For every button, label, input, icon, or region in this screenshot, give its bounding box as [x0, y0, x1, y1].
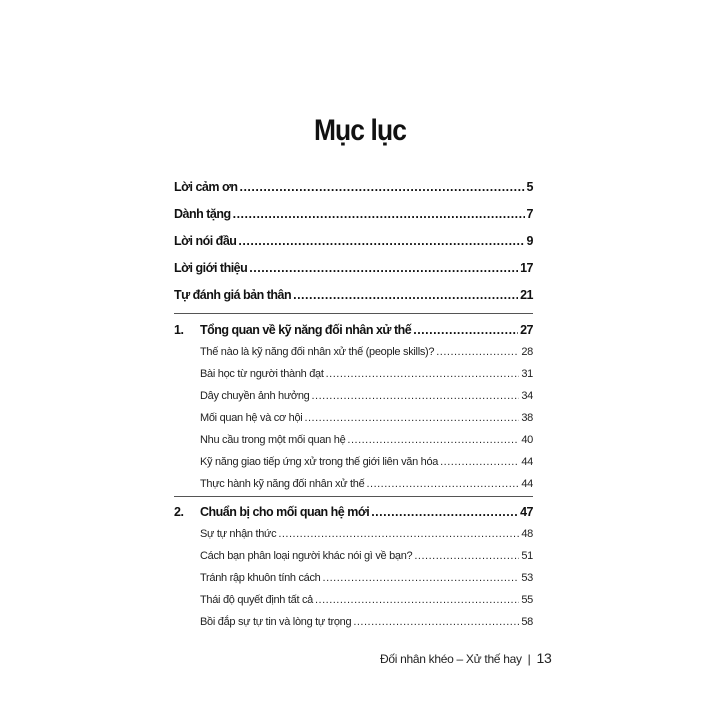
dot-leader: [326, 368, 520, 380]
section-entry: [200, 346, 533, 358]
page-title: Mục lục: [313, 114, 407, 147]
dot-leader: [239, 180, 524, 194]
section-label: Kỹ năng giao tiếp ứng xử trong thế giới liên văn hóa: [200, 456, 439, 468]
toc-entry-label: Tự đánh giá bản thân: [174, 288, 292, 302]
section-entry: [200, 368, 533, 380]
section-label: Sự tự nhận thức: [200, 528, 277, 540]
section-label: Bài học từ người thành đạt: [200, 368, 324, 380]
section-divider: [174, 313, 533, 314]
toc-entry-label: Lời giới thiệu: [174, 261, 248, 275]
dot-leader: [315, 594, 519, 606]
dot-leader: [311, 390, 519, 402]
section-page: 55: [521, 594, 533, 606]
section-entry: [200, 434, 533, 446]
chapter-page: 47: [520, 505, 533, 519]
toc-entry: [174, 234, 533, 248]
page-footer: [380, 650, 551, 666]
section-page: 38: [521, 412, 533, 424]
section-label: Dây chuyền ảnh hưởng: [200, 390, 310, 402]
dot-leader: [323, 572, 520, 584]
section-page: 34: [521, 390, 533, 402]
section-divider: [174, 496, 533, 497]
footer-separator: |: [527, 652, 531, 666]
section-label: Mối quan hệ và cơ hội: [200, 412, 303, 424]
section-label: Thực hành kỹ năng đối nhân xử thế: [200, 478, 365, 490]
chapter-heading: [174, 323, 533, 337]
dot-leader: [278, 528, 519, 540]
section-label: Thái độ quyết định tất cả: [200, 594, 313, 606]
dot-leader: [414, 550, 519, 562]
dot-leader: [413, 323, 518, 337]
dot-leader: [436, 346, 519, 358]
dot-leader: [293, 288, 518, 302]
toc-entry-page: 9: [526, 234, 533, 248]
section-page: 51: [521, 550, 533, 562]
toc-entry: [174, 180, 533, 194]
toc-entry-label: Lời cảm ơn: [174, 180, 238, 194]
dot-leader: [238, 234, 524, 248]
toc-entry-page: 21: [520, 288, 533, 302]
page-number: 13: [536, 650, 552, 666]
section-label: Cách bạn phân loại người khác nói gì về bạn?: [200, 550, 413, 562]
dot-leader: [366, 478, 519, 490]
chapter-page: 27: [520, 323, 533, 337]
toc-entry-label: Lời nói đầu: [174, 234, 237, 248]
dot-leader: [249, 261, 518, 275]
chapter-number: 1.: [174, 323, 184, 337]
dot-leader: [440, 456, 519, 468]
section-entry: [200, 594, 533, 606]
section-page: 40: [521, 434, 533, 446]
toc-entry: [174, 207, 533, 221]
chapter-number: 2.: [174, 505, 184, 519]
section-entry: [200, 412, 533, 424]
chapter-title: Chuẩn bị cho mối quan hệ mới: [200, 505, 370, 519]
toc-entry: [174, 288, 533, 302]
dot-leader: [371, 505, 518, 519]
section-page: 31: [521, 368, 533, 380]
dot-leader: [304, 412, 519, 424]
section-entry: [200, 390, 533, 402]
chapter-heading: [174, 505, 533, 519]
section-entry: [200, 550, 533, 562]
section-entry: [200, 572, 533, 584]
section-page: 58: [521, 616, 533, 628]
toc-entry: [174, 261, 533, 275]
dot-leader: [233, 207, 525, 221]
section-entry: [200, 478, 533, 490]
section-entry: [200, 528, 533, 540]
dot-leader: [347, 434, 519, 446]
section-page: 44: [521, 456, 533, 468]
toc-entry-page: 7: [526, 207, 533, 221]
section-label: Thế nào là kỹ năng đối nhân xử thế (people skills)?: [200, 346, 435, 358]
toc-entry-page: 5: [526, 180, 533, 194]
toc-entry-page: 17: [520, 261, 533, 275]
section-entry: [200, 456, 533, 468]
section-label: Bồi đắp sự tự tin và lòng tự trọng: [200, 616, 352, 628]
chapter-title: Tổng quan về kỹ năng đối nhân xử thế: [200, 323, 412, 337]
section-entry: [200, 616, 533, 628]
dot-leader: [353, 616, 519, 628]
section-label: Nhu cầu trong một mối quan hệ: [200, 434, 346, 446]
section-label: Tránh rập khuôn tính cách: [200, 572, 321, 584]
section-page: 48: [521, 528, 533, 540]
section-page: 28: [521, 346, 533, 358]
toc-entry-label: Dành tặng: [174, 207, 231, 221]
section-page: 44: [521, 478, 533, 490]
running-book-title: Đối nhân khéo – Xử thế hay: [380, 652, 522, 666]
section-page: 53: [521, 572, 533, 584]
